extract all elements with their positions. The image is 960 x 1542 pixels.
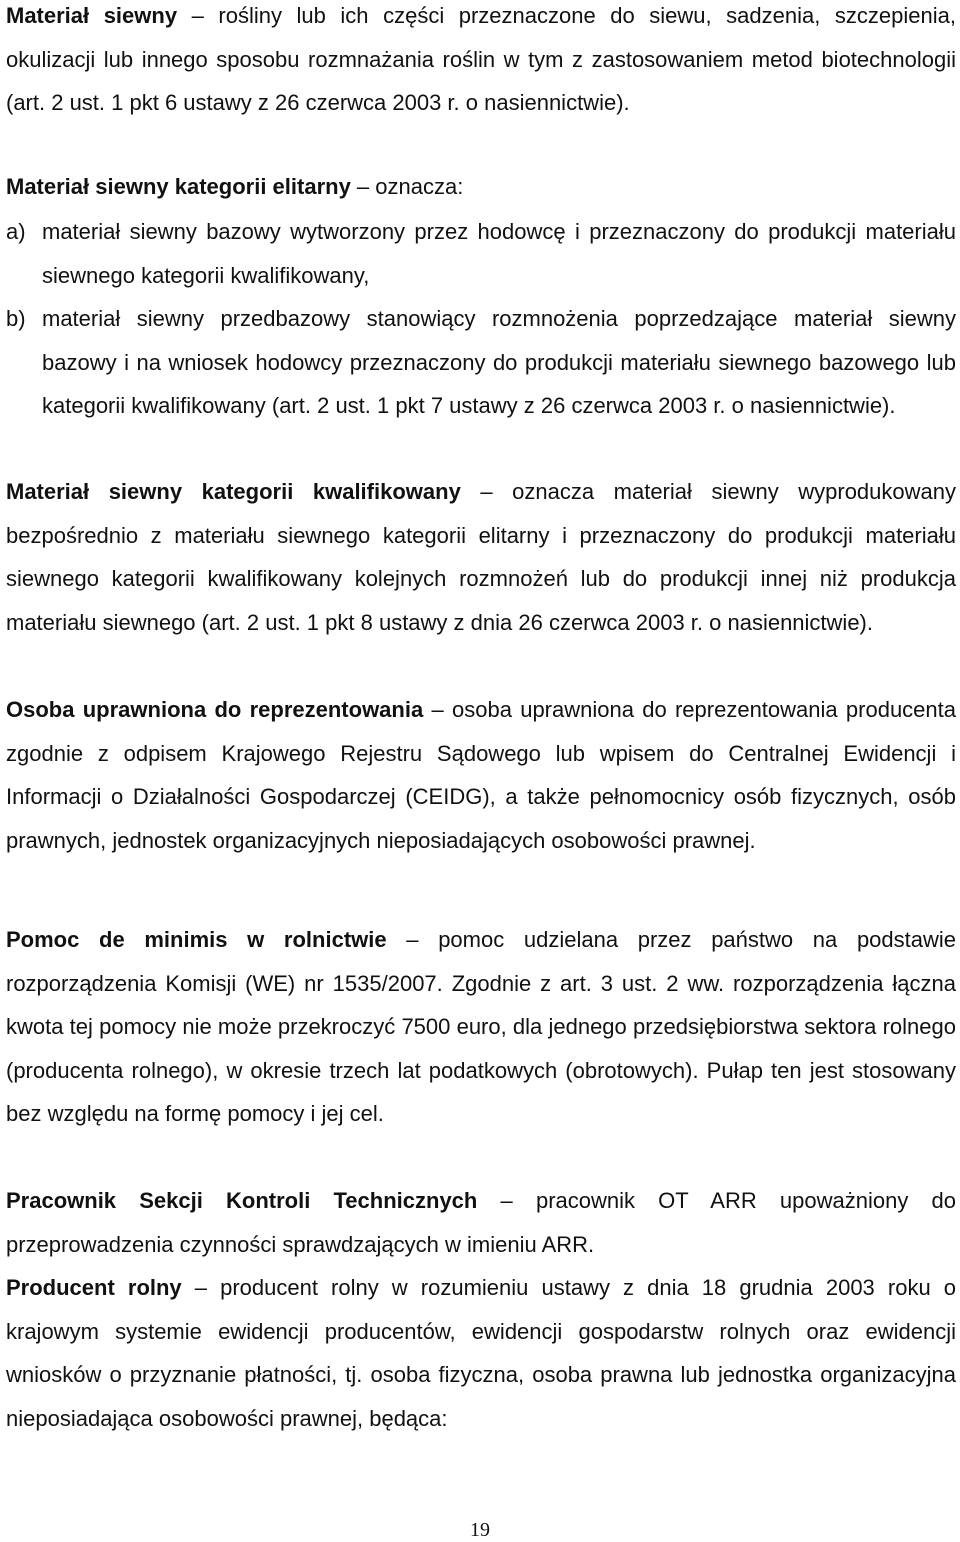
definition-pracownik-skt xyxy=(6,1179,956,1266)
definition-elitarny xyxy=(6,165,956,209)
definition-text: – rośliny lub ich części przeznaczone do siewu, sadzenia, szczepienia, okulizacji lub innego sposobu rozmnażania roślin w tym z zastosowaniem metod biotechnologii (art. 2 ust. 1 pkt 6 ustawy z 26 czerwca 2003 r. o nasiennictwie). xyxy=(6,3,956,115)
definition-kwalifikowany xyxy=(6,470,956,644)
definition-term: Materiał siewny kategorii kwalifikowany xyxy=(6,479,461,504)
list-item-label: a) xyxy=(6,219,26,244)
definition-text: – osoba uprawniona do reprezentowania producenta zgodnie z odpisem Krajowego Rejestru Sądowego lub wpisem do Centralnej Ewidencji i Informacji o Działalności Gospodarczej (CEIDG), a także pełnomocnicy osób fizycznych, osób prawnych, jednostek organizacyjnych nieposiadających osobowości prawnej. xyxy=(6,697,956,853)
definition-material-siewny xyxy=(6,0,956,125)
definition-producent-rolny xyxy=(6,1266,956,1440)
definition-text: – pracownik OT ARR upoważniony do przeprowadzenia czynności sprawdzających w imieniu ARR. xyxy=(6,1188,956,1257)
definition-term: Pomoc de minimis w rolnictwie xyxy=(6,927,387,952)
definition-term: Materiał siewny xyxy=(6,3,178,28)
definition-term: Producent rolny xyxy=(6,1275,182,1300)
definition-term: Osoba uprawniona do reprezentowania xyxy=(6,697,424,722)
list-item-text: materiał siewny bazowy wytworzony przez hodowcę i przeznaczony do produkcji materiału siewnego kategorii kwalifikowany, xyxy=(42,219,956,288)
definition-text: – oznacza: xyxy=(350,174,464,199)
page-number: 19 xyxy=(470,1519,490,1541)
definition-text: – pomoc udzielana przez państwo na podstawie rozporządzenia Komisji (WE) nr 1535/2007. Zgodnie z art. 3 ust. 2 ww. rozporządzenia łączna kwota tej pomocy nie może przekroczyć 7500 euro, dla jednego przedsiębiorstwa sektora rolnego (producenta rolnego), w okresie trzech lat podatkowych (obrotowych). Pułap ten jest stosowany bez względu na formę pomocy i jej cel. xyxy=(6,927,957,1126)
definition-term: Pracownik Sekcji Kontroli Technicznych xyxy=(6,1188,478,1213)
definition-osoba-uprawniona xyxy=(6,688,956,862)
definition-text: – oznacza materiał siewny wyprodukowany bezpośrednio z materiału siewnego kategorii elitarny i przeznaczony do produkcji materiału siewnego kategorii kwalifikowany kolejnych rozmnożeń lub do produkcji innej niż produkcja materiału siewnego (art. 2 ust. 1 pkt 8 ustawy z dnia 26 czerwca 2003 r. o nasiennictwie). xyxy=(6,479,956,635)
definition-term: Materiał siewny kategorii elitarny xyxy=(6,174,351,199)
list-item-text: materiał siewny przedbazowy stanowiący rozmnożenia poprzedzające materiał siewny bazowy i na wniosek hodowcy przeznaczony do produkcji materiału siewnego bazowego lub kategorii kwalifikowany (art. 2 ust. 1 pkt 7 ustawy z 26 czerwca 2003 r. o nasiennictwie). xyxy=(42,306,956,418)
definition-pomoc-de-minimis xyxy=(6,918,956,1136)
definition-text: – producent rolny w rozumieniu ustawy z dnia 18 grudnia 2003 roku o krajowym systemie ewidencji producentów, ewidencji gospodarstw rolnych oraz ewidencji wniosków o przyznanie płatności, tj. osoba fizyczna, osoba prawna lub jednostka organizacyjna nieposiadająca osobowości prawnej, będąca: xyxy=(6,1275,957,1431)
list-item-label: b) xyxy=(6,306,26,331)
